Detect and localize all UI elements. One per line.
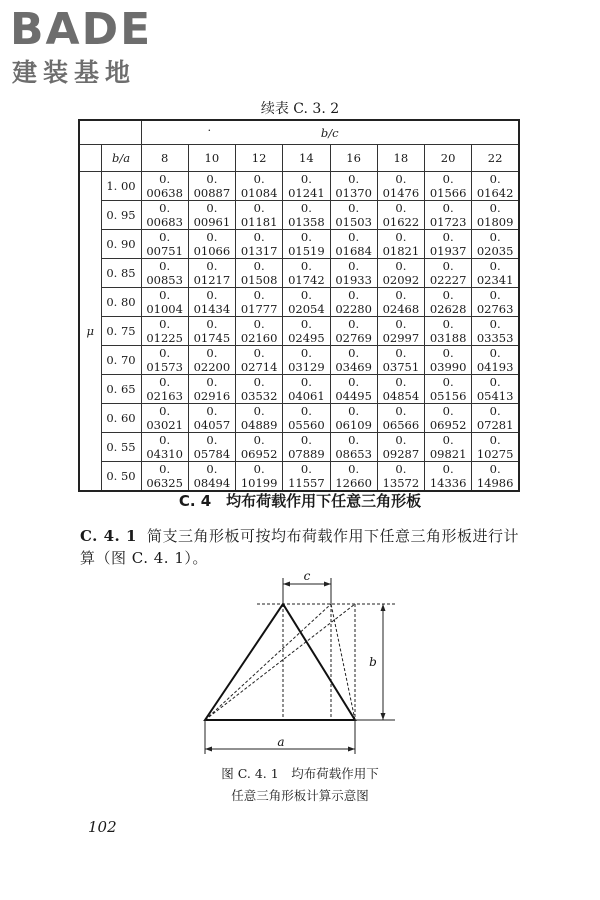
label-b: b	[369, 655, 377, 669]
arrowhead	[381, 604, 386, 611]
paragraph-number: C. 4. 1	[80, 527, 137, 545]
table-cell: 0. 06566	[377, 404, 424, 433]
table-cell: 0. 05156	[425, 375, 472, 404]
table-cell: 0. 01723	[425, 201, 472, 230]
table-cell: 0. 06952	[425, 404, 472, 433]
ba-header: b/a	[101, 145, 141, 172]
table-cell: 0. 01573	[141, 346, 188, 375]
table-cell: 0. 06325	[141, 462, 188, 492]
section-title: C. 4 均布荷载作用下任意三角形板	[178, 492, 422, 510]
table-cell: 0. 03353	[472, 317, 519, 346]
bc-column-header: 8	[141, 145, 188, 172]
table-corner	[79, 120, 141, 145]
table-row	[79, 259, 519, 288]
table-cell: 0. 01241	[283, 172, 330, 201]
table-cell: 0. 01745	[188, 317, 235, 346]
mu-label: μ	[79, 172, 101, 492]
table-cell: 0. 01933	[330, 259, 377, 288]
table-row	[79, 230, 519, 259]
table-cell: 0. 01508	[236, 259, 283, 288]
table-cell: 0. 06109	[330, 404, 377, 433]
table-cell: 0. 06952	[236, 433, 283, 462]
table-cell: 0. 03469	[330, 346, 377, 375]
ba-value: 0. 75	[101, 317, 141, 346]
table-cell: 0. 04854	[377, 375, 424, 404]
bc-column-header: 16	[330, 145, 377, 172]
table-cell: 0. 04889	[236, 404, 283, 433]
table-cell: 0. 02763	[472, 288, 519, 317]
arrowhead	[348, 747, 355, 752]
ba-value: 0. 50	[101, 462, 141, 492]
table-cell: 0. 02714	[236, 346, 283, 375]
figure-caption-line1: 图 C. 4. 1 均布荷载作用下	[221, 766, 379, 781]
table-cell: 0. 02163	[141, 375, 188, 404]
paragraph	[80, 525, 525, 569]
table-cell: 0. 00638	[141, 172, 188, 201]
arrowhead	[381, 713, 386, 720]
table-cell: 0. 04495	[330, 375, 377, 404]
table-cell: 0. 01742	[283, 259, 330, 288]
table-cell: 0. 13572	[377, 462, 424, 492]
table-cell: 0. 01809	[472, 201, 519, 230]
table-cell: 0. 11557	[283, 462, 330, 492]
ba-value: 0. 85	[101, 259, 141, 288]
table-cell: 0. 01434	[188, 288, 235, 317]
table-cell: 0. 14986	[472, 462, 519, 492]
table-cell: 0. 08494	[188, 462, 235, 492]
table-cell: 0. 02227	[425, 259, 472, 288]
table-cell: 0. 00887	[188, 172, 235, 201]
ba-value: 1. 00	[101, 172, 141, 201]
table-cell: 0. 04061	[283, 375, 330, 404]
table-cell: 0. 02495	[283, 317, 330, 346]
dashed-diagonal	[205, 604, 331, 720]
table-cell: 0. 01622	[377, 201, 424, 230]
table-row	[79, 172, 519, 201]
table-cell: 0. 14336	[425, 462, 472, 492]
bc-label: b/c	[320, 125, 339, 140]
arrowhead	[283, 582, 290, 587]
table-cell: 0. 03129	[283, 346, 330, 375]
dashed-diagonal	[205, 604, 355, 720]
table-row	[79, 288, 519, 317]
table-cell: 0. 02769	[330, 317, 377, 346]
table-cell: 0. 02280	[330, 288, 377, 317]
table-cell: 0. 01181	[236, 201, 283, 230]
table-cell: 0. 02054	[283, 288, 330, 317]
table-cell: 0. 07281	[472, 404, 519, 433]
table-cell: 0. 01821	[377, 230, 424, 259]
table-cell: 0. 03532	[236, 375, 283, 404]
table-cell: 0. 04310	[141, 433, 188, 462]
ba-value: 0. 95	[101, 201, 141, 230]
ba-value: 0. 90	[101, 230, 141, 259]
table-cell: 0. 02092	[377, 259, 424, 288]
table-cell: 0. 01217	[188, 259, 235, 288]
table-cell: 0. 01684	[330, 230, 377, 259]
table-cell: 0. 01004	[141, 288, 188, 317]
table-cell: 0. 02916	[188, 375, 235, 404]
table-row	[79, 375, 519, 404]
logo-subtitle: 建装基地	[12, 58, 137, 87]
table-cell: 0. 03021	[141, 404, 188, 433]
bc-column-header: 10	[188, 145, 235, 172]
table-cell: 0. 01476	[377, 172, 424, 201]
ba-value: 0. 80	[101, 288, 141, 317]
bc-group-header	[141, 120, 519, 145]
ba-value: 0. 65	[101, 375, 141, 404]
figure-caption	[0, 763, 600, 807]
table-cell: 0. 08653	[330, 433, 377, 462]
table-cell: 0. 01225	[141, 317, 188, 346]
table-cell: 0. 09821	[425, 433, 472, 462]
table-cell: 0. 00853	[141, 259, 188, 288]
table-cell: 0. 04193	[472, 346, 519, 375]
label-a: a	[277, 735, 285, 749]
table-row	[79, 433, 519, 462]
table-cell: 0. 01642	[472, 172, 519, 201]
table-cell: 0. 10199	[236, 462, 283, 492]
arrowhead	[205, 747, 212, 752]
bc-column-header: 12	[236, 145, 283, 172]
coefficient-table	[78, 119, 520, 492]
table-cell: 0. 07889	[283, 433, 330, 462]
table-cell: 0. 02628	[425, 288, 472, 317]
table-cell: 0. 01503	[330, 201, 377, 230]
table-cell: 0. 01358	[283, 201, 330, 230]
label-c: c	[303, 569, 311, 583]
bade-logo	[10, 6, 175, 90]
paragraph-text: 简支三角形板可按均布荷载作用下任意三角形板进行计算（图 C. 4. 1）。	[80, 527, 519, 567]
figure-caption-line2: 任意三角形板计算示意图	[231, 788, 369, 803]
table-caption: 续表 C. 3. 2	[260, 101, 340, 117]
triangle-plate-diagram	[195, 568, 405, 758]
ba-value: 0. 70	[101, 346, 141, 375]
corner-mark: ·	[207, 123, 212, 137]
table-cell: 0. 09287	[377, 433, 424, 462]
table-cell: 0. 02035	[472, 230, 519, 259]
table-row	[79, 201, 519, 230]
bc-column-header: 18	[377, 145, 424, 172]
table-cell: 0. 01937	[425, 230, 472, 259]
table-row	[79, 462, 519, 492]
table-cell: 0. 00683	[141, 201, 188, 230]
table-corner-empty	[79, 145, 101, 172]
dashed-diagonal	[331, 604, 355, 720]
table-cell: 0. 01317	[236, 230, 283, 259]
ba-value: 0. 55	[101, 433, 141, 462]
table-cell: 0. 01519	[283, 230, 330, 259]
table-cell: 0. 04057	[188, 404, 235, 433]
table-cell: 0. 01566	[425, 172, 472, 201]
ba-value: 0. 60	[101, 404, 141, 433]
table-cell: 0. 02200	[188, 346, 235, 375]
table-cell: 0. 03751	[377, 346, 424, 375]
table-cell: 0. 00751	[141, 230, 188, 259]
table-cell: 0. 03188	[425, 317, 472, 346]
table-cell: 0. 12660	[330, 462, 377, 492]
table-cell: 0. 01084	[236, 172, 283, 201]
table-cell: 0. 10275	[472, 433, 519, 462]
bc-column-header: 22	[472, 145, 519, 172]
table-cell: 0. 05413	[472, 375, 519, 404]
table-cell: 0. 02341	[472, 259, 519, 288]
table-cell: 0. 03990	[425, 346, 472, 375]
table-cell: 0. 05784	[188, 433, 235, 462]
logo-word: BADE	[10, 4, 153, 55]
table-cell: 0. 01066	[188, 230, 235, 259]
page-number: 102	[88, 818, 117, 836]
arrowhead	[324, 582, 331, 587]
bc-column-header: 14	[283, 145, 330, 172]
table-row	[79, 317, 519, 346]
table-row	[79, 346, 519, 375]
table-cell: 0. 00961	[188, 201, 235, 230]
table-cell: 0. 02160	[236, 317, 283, 346]
table-cell: 0. 02468	[377, 288, 424, 317]
table-row	[79, 404, 519, 433]
table-cell: 0. 01777	[236, 288, 283, 317]
table-cell: 0. 01370	[330, 172, 377, 201]
bc-column-header: 20	[425, 145, 472, 172]
table-cell: 0. 02997	[377, 317, 424, 346]
table-cell: 0. 05560	[283, 404, 330, 433]
